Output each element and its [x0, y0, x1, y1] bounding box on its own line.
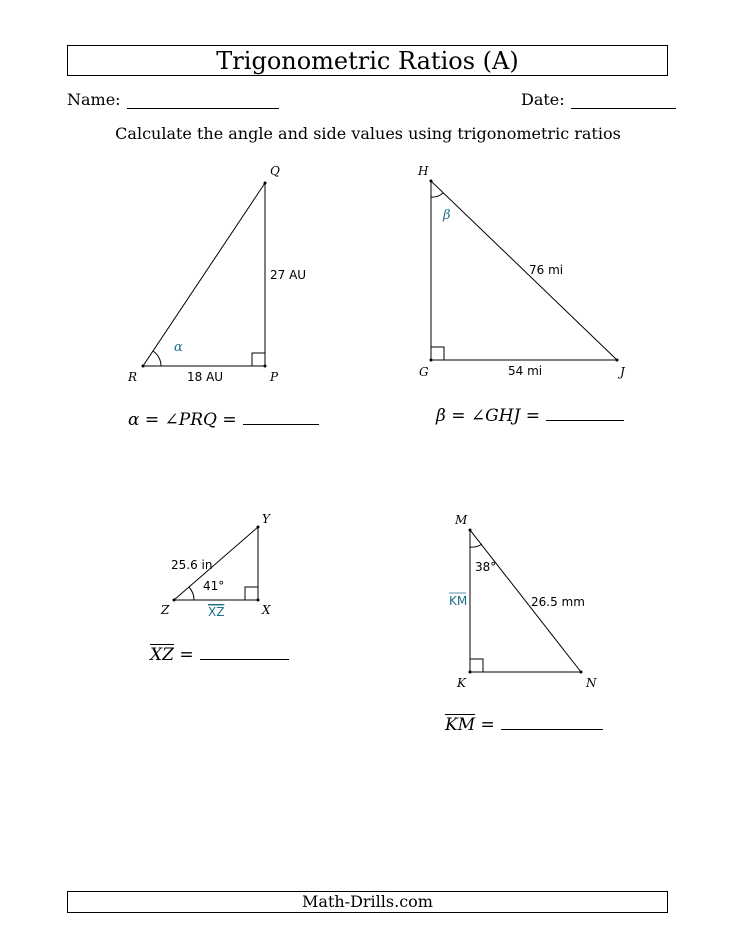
- side-RP-label: 18 AU: [187, 370, 224, 384]
- name-label: Name:: [67, 90, 121, 109]
- angle-arc-4: [470, 544, 482, 547]
- side-HJ-label: 76 mi: [529, 263, 564, 277]
- vertex-M: M: [455, 513, 468, 527]
- vertex-N: N: [586, 676, 597, 690]
- answer-2-expression: β = ∠GHJ =: [436, 406, 540, 426]
- vertex-K: K: [457, 676, 466, 690]
- answer-1-blank[interactable]: [243, 408, 319, 425]
- vertex-P: P: [270, 370, 279, 384]
- answer-3-blank[interactable]: [200, 643, 289, 660]
- answer-3-segment: $\overline{XZ}$: [150, 645, 174, 665]
- right-angle-marker-3: [245, 587, 258, 600]
- side-XZ-label: XZ: [208, 605, 225, 619]
- answer-4: [445, 713, 603, 735]
- right-angle-marker-1: [252, 353, 265, 366]
- answer-1: [128, 408, 319, 430]
- angle-arc-2: [431, 193, 443, 197]
- right-angle-marker-4: [470, 659, 483, 672]
- angle-arc-1: [153, 351, 161, 366]
- triangle-2-outline: [431, 181, 617, 360]
- angle-M-label: 38°: [475, 560, 497, 574]
- angle-arc-3: [189, 587, 194, 600]
- vertex-Z: Z: [161, 603, 170, 617]
- side-PQ-label: 27 AU: [270, 268, 307, 282]
- answer-3: [150, 643, 289, 665]
- triangle-2: [431, 181, 617, 360]
- triangle-1-outline: [143, 183, 265, 366]
- side-GJ-label: 54 mi: [508, 364, 543, 378]
- date-label: Date:: [521, 90, 565, 109]
- vertex-X: X: [262, 603, 271, 617]
- answer-1-expression: α = ∠PRQ =: [128, 410, 237, 430]
- vertex-Q: Q: [270, 164, 280, 178]
- side-ZY-label: 25.6 in: [171, 558, 213, 572]
- angle-Z-label: 41°: [203, 579, 225, 593]
- answer-2-blank[interactable]: [546, 404, 624, 421]
- answer-4-equals: =: [480, 715, 495, 735]
- angle-alpha-label: α: [174, 340, 183, 355]
- side-MN-label: 26.5 mm: [531, 595, 585, 609]
- side-KM-label: KM: [449, 594, 468, 608]
- vertex-G: G: [419, 365, 429, 379]
- vertex-J: J: [620, 365, 625, 379]
- vertex-R: R: [128, 370, 138, 384]
- right-angle-marker-2: [431, 347, 444, 360]
- footer-site: Math-Drills.com: [67, 891, 668, 913]
- worksheet-title: Trigonometric Ratios (A): [67, 45, 668, 76]
- instructions: Calculate the angle and side values using trigonometric ratios: [115, 124, 621, 143]
- angle-beta-label: β: [443, 208, 451, 223]
- answer-3-equals: =: [179, 645, 194, 665]
- triangle-1: [143, 183, 265, 366]
- answer-4-blank[interactable]: [501, 713, 603, 730]
- vertex-H: H: [418, 164, 429, 178]
- answer-4-segment: $\overline{KM}$: [445, 715, 476, 735]
- answer-2: [436, 404, 624, 426]
- vertex-Y: Y: [262, 512, 270, 526]
